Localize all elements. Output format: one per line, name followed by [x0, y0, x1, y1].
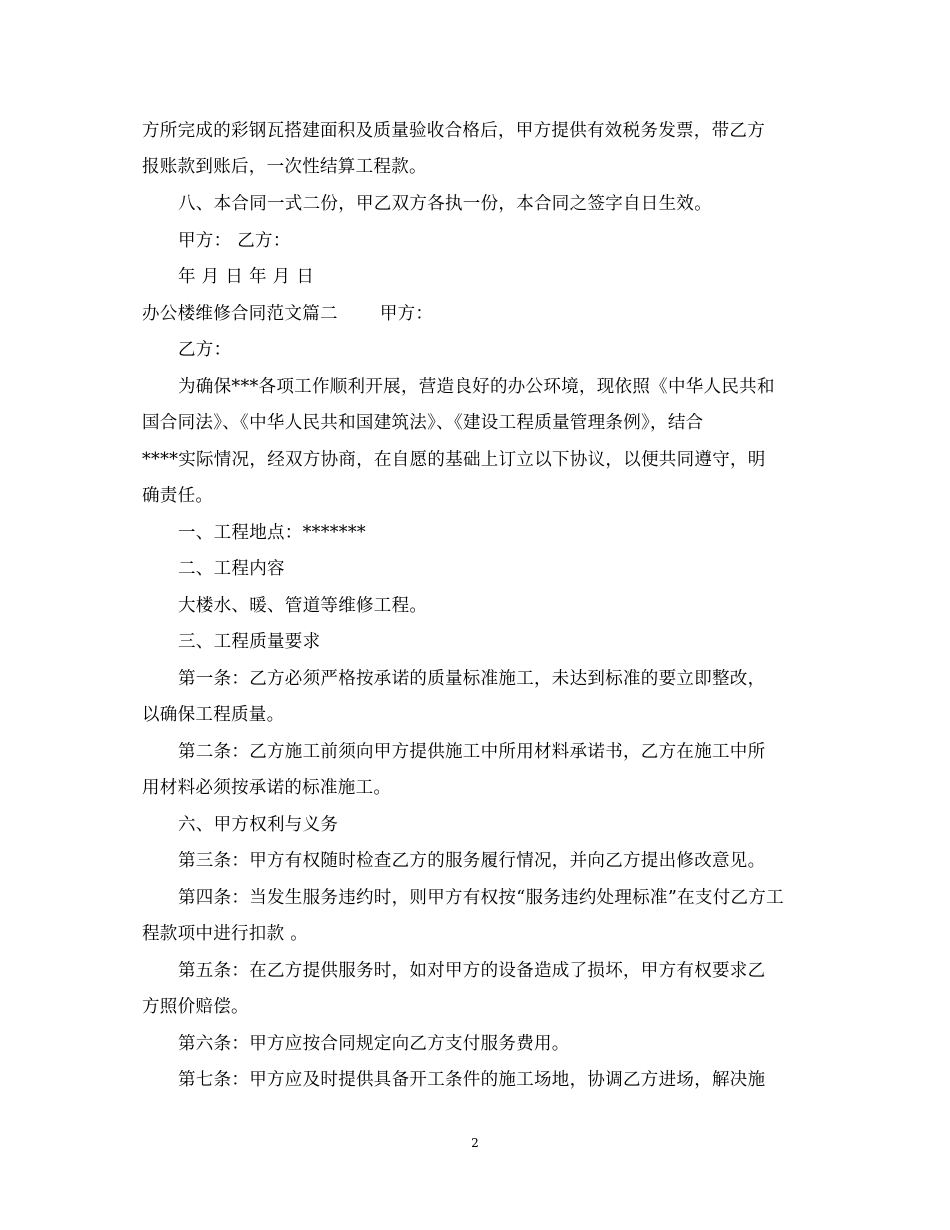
article-5: 第五条：在乙方提供服务时，如对甲方的设备造成了损坏，甲方有权要求乙: [178, 961, 766, 981]
article-3: 第三条：甲方有权随时检查乙方的服务履行情况，并向乙方提出修改意见。: [178, 851, 766, 871]
body-line: 方所完成的彩钢瓦搭建面积及质量验收合格后，甲方提供有效税务发票，带乙方: [142, 121, 765, 141]
article-1: 第一条：乙方必须严格按承诺的质量标准施工，未达到标准的要立即整改，: [178, 669, 766, 689]
item-quality-requirements: 三、工程质量要求: [178, 632, 321, 652]
item-project-content: 二、工程内容: [178, 559, 285, 579]
body-line: 报账款到账后，一次性结算工程款。: [142, 157, 427, 177]
preamble-line: 为确保***各项工作顺利开展，营造良好的办公环境，现依照《中华人民共和: [178, 377, 775, 397]
article-4-cont: 程款项中进行扣款 。: [142, 924, 309, 944]
article-4: 第四条：当发生服务违约时，则甲方有权按“服务违约处理标准”在支付乙方工: [178, 888, 784, 908]
article-7: 第七条：甲方应及时提供具备开工条件的施工场地，协调乙方进场，解决施: [178, 1070, 766, 1090]
party-b-label: 乙方：: [178, 340, 232, 360]
section-heading-line: [142, 302, 433, 326]
preamble-line: 国合同法》、《中华人民共和国建筑法》、《建设工程质量管理条例》，结合: [142, 413, 704, 433]
article-5-cont: 方照价赔偿。: [142, 997, 249, 1017]
preamble-line: 确责任。: [142, 486, 214, 506]
article-1-cont: 以确保工程质量。: [142, 705, 285, 725]
article-2: 第二条：乙方施工前须向甲方提供施工中所用材料承诺书，乙方在施工中所: [178, 742, 766, 762]
party-a-label: 甲方：: [379, 304, 434, 324]
signature-parties: 甲方： 乙方：: [178, 231, 291, 251]
preamble-line: ****实际情况，经双方协商，在自愿的基础上订立以下协议，以便共同遵守，明: [142, 450, 766, 470]
item-project-location: 一、工程地点：*******: [178, 523, 366, 543]
item-party-a-rights: 六、甲方权利与义务: [178, 815, 339, 835]
article-6: 第六条：甲方应按合同规定向乙方支付服务费用。: [178, 1034, 570, 1054]
clause-8: 八、本合同一式二份，甲乙双方各执一份，本合同之签字自日生效。: [178, 194, 712, 214]
article-2-cont: 用材料必须按承诺的标准施工。: [142, 778, 392, 798]
page-number: 2: [471, 1136, 479, 1150]
signature-dates: 年 月 日 年 月 日: [178, 267, 315, 287]
project-content-text: 大楼水、暖、管道等维修工程。: [178, 596, 428, 616]
section-heading: 办公楼维修合同范文篇二: [142, 304, 338, 324]
